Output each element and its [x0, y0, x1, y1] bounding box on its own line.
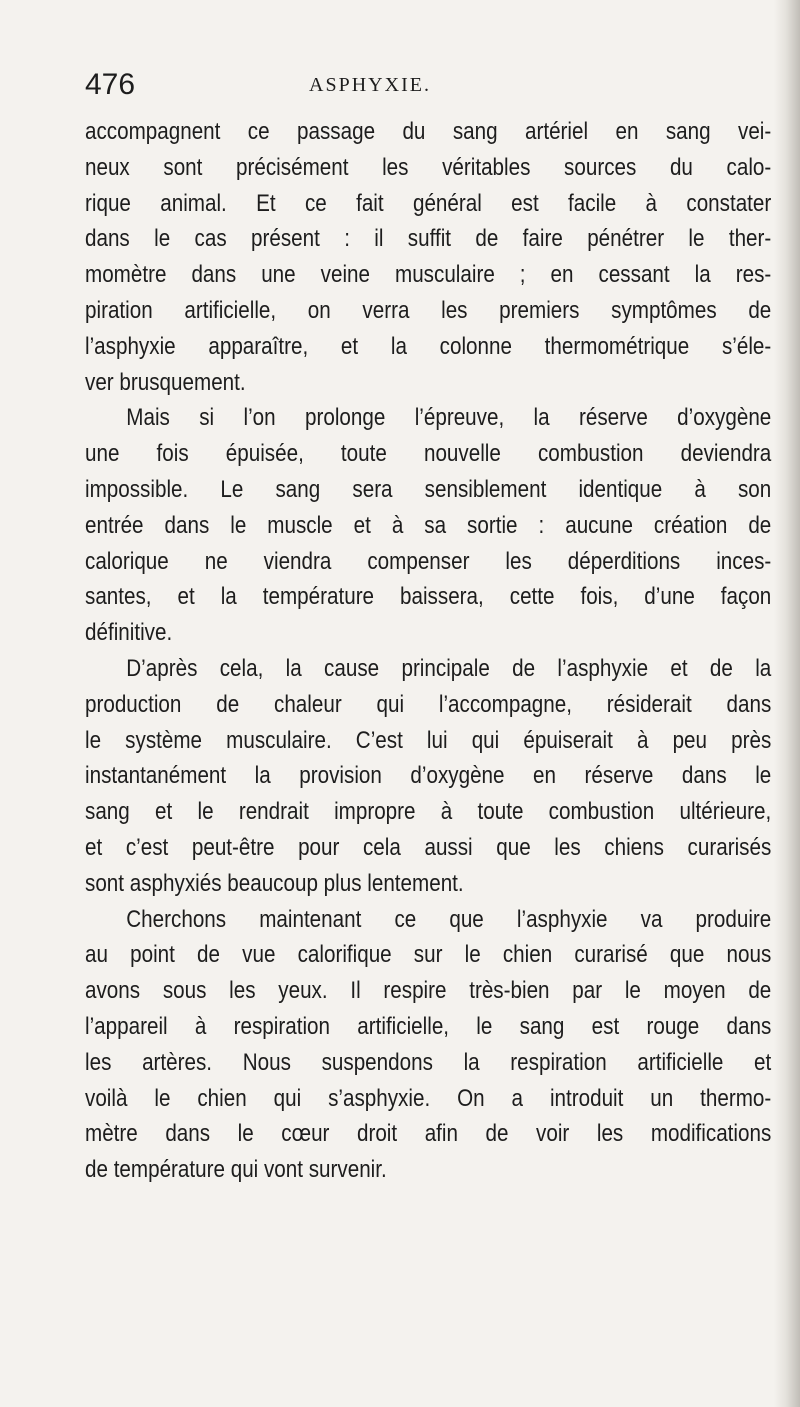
text-line: sang et le rendrait impropre à toute combustion ultérieure, [85, 798, 772, 826]
text-line: piration artificielle, on verra les premiers symptômes de [85, 296, 772, 324]
text-line: accompagnent ce passage du sang artériel en sang vei- [85, 118, 772, 145]
text-line: une fois épuisée, toute nouvelle combustion deviendra [85, 440, 772, 468]
text-line: définitive. [85, 619, 173, 647]
text-line: entrée dans le muscle et à sa sortie : aucune création de [85, 511, 772, 539]
text-line: les artères. Nous suspendons la respiration artificielle et [85, 1048, 772, 1076]
running-title: ASPHYXIE. [309, 74, 431, 96]
text-line: l’asphyxie apparaître, et la colonne thermométrique s’éle- [85, 332, 772, 360]
text-line: Cherchons maintenant ce que l’asphyxie va produire [126, 905, 772, 933]
text-line: ver brusquement. [85, 368, 246, 396]
text-line: avons sous les yeux. Il respire très-bien par le moyen de [85, 977, 772, 1005]
text-line: dans le cas présent : il suffit de faire pénétrer le ther- [85, 225, 772, 253]
body-text [85, 114, 771, 1188]
text-line: et c’est peut-être pour cela aussi que les chiens curarisés [85, 833, 772, 861]
text-line: au point de vue calorifique sur le chien curarisé que nous [85, 941, 772, 969]
text-line: impossible. Le sang sera sensiblement identique à son [85, 475, 772, 503]
text-line: instantanément la provision d’oxygène en réserve dans le [85, 762, 772, 790]
text-line: production de chaleur qui l’accompagne, résiderait dans [85, 690, 772, 718]
text-line: momètre dans une veine musculaire ; en cessant la res- [85, 261, 772, 289]
page-number: 476 [85, 68, 136, 101]
text-line: Mais si l’on prolonge l’épreuve, la réserve d’oxygène [126, 404, 772, 432]
text-line: D’après cela, la cause principale de l’asphyxie et de la [126, 654, 772, 682]
text-line: le système musculaire. C’est lui qui épuiserait à peu près [85, 726, 772, 754]
text-line: voilà le chien qui s’asphyxie. On a introduit un thermo- [85, 1084, 772, 1112]
text-line: mètre dans le cœur droit afin de voir les modifications [85, 1120, 772, 1148]
text-line: neux sont précisément les véritables sources du calo- [85, 153, 772, 181]
text-line: rique animal. Et ce fait général est facile à constater [85, 189, 772, 217]
page-header [85, 68, 745, 108]
text-line: l’appareil à respiration artificielle, le sang est rouge dans [85, 1012, 772, 1040]
text-line: de température qui vont survenir. [85, 1156, 387, 1184]
text-line: sont asphyxiés beaucoup plus lentement. [85, 869, 464, 897]
text-line: calorique ne viendra compenser les déperditions inces- [85, 547, 772, 575]
text-line: santes, et la température baissera, cette fois, d’une façon [85, 583, 772, 611]
page-edge-shadow [774, 0, 800, 1407]
